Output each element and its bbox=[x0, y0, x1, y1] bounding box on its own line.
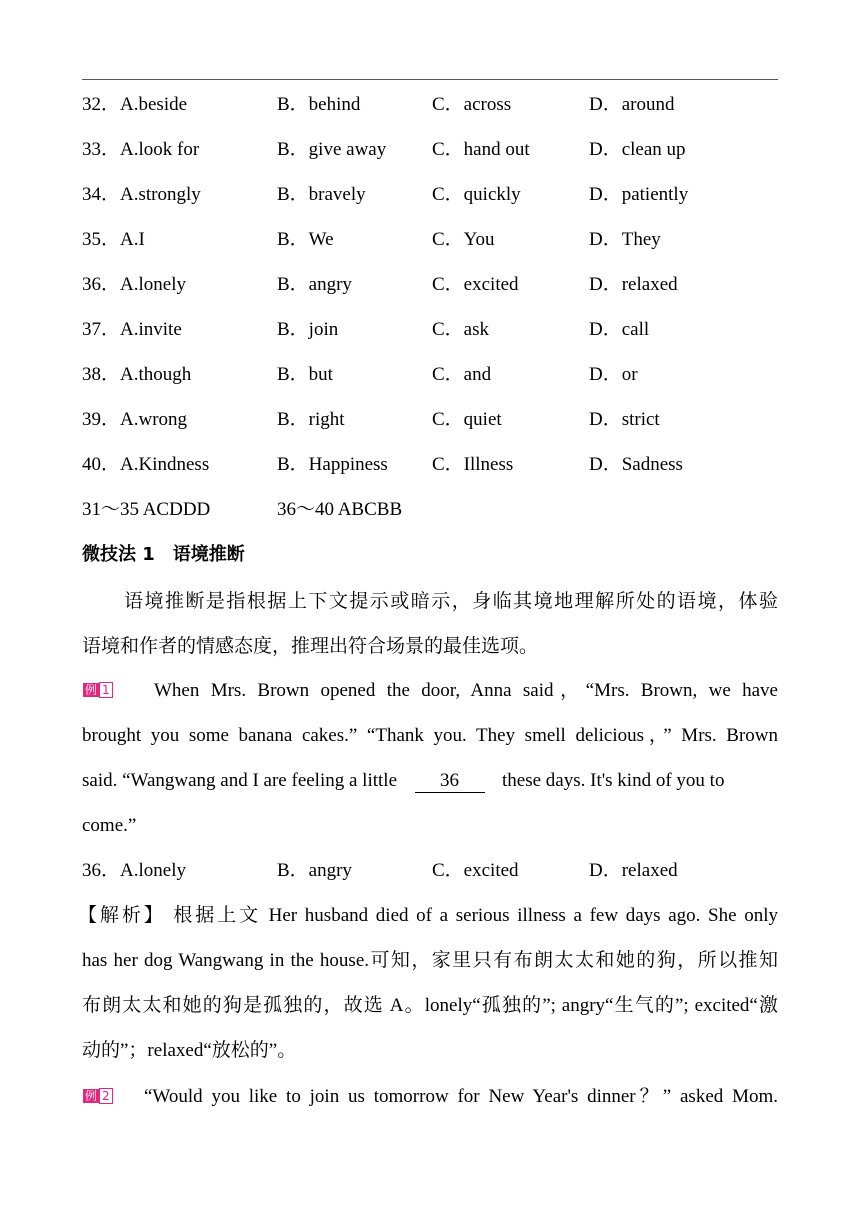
section-title: 微技法 1 语境推断 bbox=[82, 544, 245, 565]
option-c: C．excited bbox=[432, 274, 519, 295]
example-2-text: “Would you like to join us tomorrow for New Year's dinner？” asked Mom. bbox=[144, 1086, 778, 1107]
option-d: D．call bbox=[589, 319, 650, 340]
analysis-line-2: has her dog Wangwang in the house.可知，家里只有布朗太太和她的狗，所以推知 bbox=[82, 950, 778, 971]
option-b: B．give away bbox=[277, 139, 387, 160]
option-b: B．angry bbox=[277, 860, 352, 881]
example-1-line-1 bbox=[82, 676, 778, 706]
option-a: 32．A.beside bbox=[82, 94, 188, 115]
option-c: C．across bbox=[432, 94, 512, 115]
example-1-text: When Mrs. Brown opened the door, Anna said，“Mrs. Brown, we have bbox=[154, 680, 778, 701]
example-1-line-3: said. “Wangwang and I are feeling a little 36 these days. It's kind of you to bbox=[82, 770, 725, 791]
option-c: C．Illness bbox=[432, 454, 514, 475]
option-d: D．relaxed bbox=[589, 860, 678, 881]
answer-key-first: 31～35 ACDDD bbox=[82, 499, 211, 520]
option-b: B．Happiness bbox=[277, 454, 388, 475]
option-c: C．and bbox=[432, 364, 492, 385]
option-d: D．patiently bbox=[589, 184, 689, 205]
option-c: C．hand out bbox=[432, 139, 530, 160]
option-d: D．strict bbox=[589, 409, 660, 430]
option-b: B．angry bbox=[277, 274, 352, 295]
example-1-line-4: come.” bbox=[82, 815, 137, 836]
option-d: D．relaxed bbox=[589, 274, 678, 295]
example-2-line-1 bbox=[82, 1082, 778, 1112]
example-1-badge: 例 1 bbox=[82, 682, 114, 698]
option-a: 40．A.Kindness bbox=[82, 454, 210, 475]
option-c: C．ask bbox=[432, 319, 490, 340]
option-c: C．You bbox=[432, 229, 495, 250]
option-a: 38．A.though bbox=[82, 364, 192, 385]
option-a: 33．A.look for bbox=[82, 139, 200, 160]
option-d: D．Sadness bbox=[589, 454, 683, 475]
top-rule bbox=[82, 79, 778, 80]
option-d: D．They bbox=[589, 229, 661, 250]
option-a: 35．A.I bbox=[82, 229, 145, 250]
option-b: B．but bbox=[277, 364, 333, 385]
option-a: 39．A.wrong bbox=[82, 409, 188, 430]
option-b: B．join bbox=[277, 319, 339, 340]
example-2-badge: 例 2 bbox=[82, 1088, 114, 1104]
option-a: 37．A.invite bbox=[82, 319, 182, 340]
option-a: 36．A.lonely bbox=[82, 274, 186, 295]
analysis-line-4: 动的”；relaxed“放松的”。 bbox=[82, 1040, 297, 1061]
option-c: C．excited bbox=[432, 860, 519, 881]
example-1-line-2: brought you some banana cakes.” “Thank you. They smell delicious，” Mrs. Brown bbox=[82, 725, 778, 746]
option-d: D．or bbox=[589, 364, 638, 385]
option-c: C．quickly bbox=[432, 184, 521, 205]
analysis-line-3: 布朗太太和她的狗是孤独的，故选 A。lonely“孤独的”; angry“生气的”; excited“激 bbox=[82, 995, 778, 1016]
option-b: B．We bbox=[277, 229, 334, 250]
option-a: 36．A.lonely bbox=[82, 860, 186, 881]
option-b: B．bravely bbox=[277, 184, 366, 205]
blank-36: 36 bbox=[415, 770, 485, 793]
option-d: D．around bbox=[589, 94, 675, 115]
analysis-line-1: 【解析】 根据上文 Her husband died of a serious illness a few days ago. She only bbox=[78, 905, 778, 926]
section-intro-line-1: 语境推断是指根据上下文提示或暗示，身临其境地理解所处的语境，体验 bbox=[124, 591, 778, 612]
option-c: C．quiet bbox=[432, 409, 502, 430]
option-a: 34．A.strongly bbox=[82, 184, 201, 205]
option-d: D．clean up bbox=[589, 139, 686, 160]
option-b: B．behind bbox=[277, 94, 361, 115]
answer-key-second: 36～40 ABCBB bbox=[277, 499, 403, 520]
option-b: B．right bbox=[277, 409, 345, 430]
section-intro-line-2: 语境和作者的情感态度，推理出符合场景的最佳选项。 bbox=[82, 636, 539, 657]
